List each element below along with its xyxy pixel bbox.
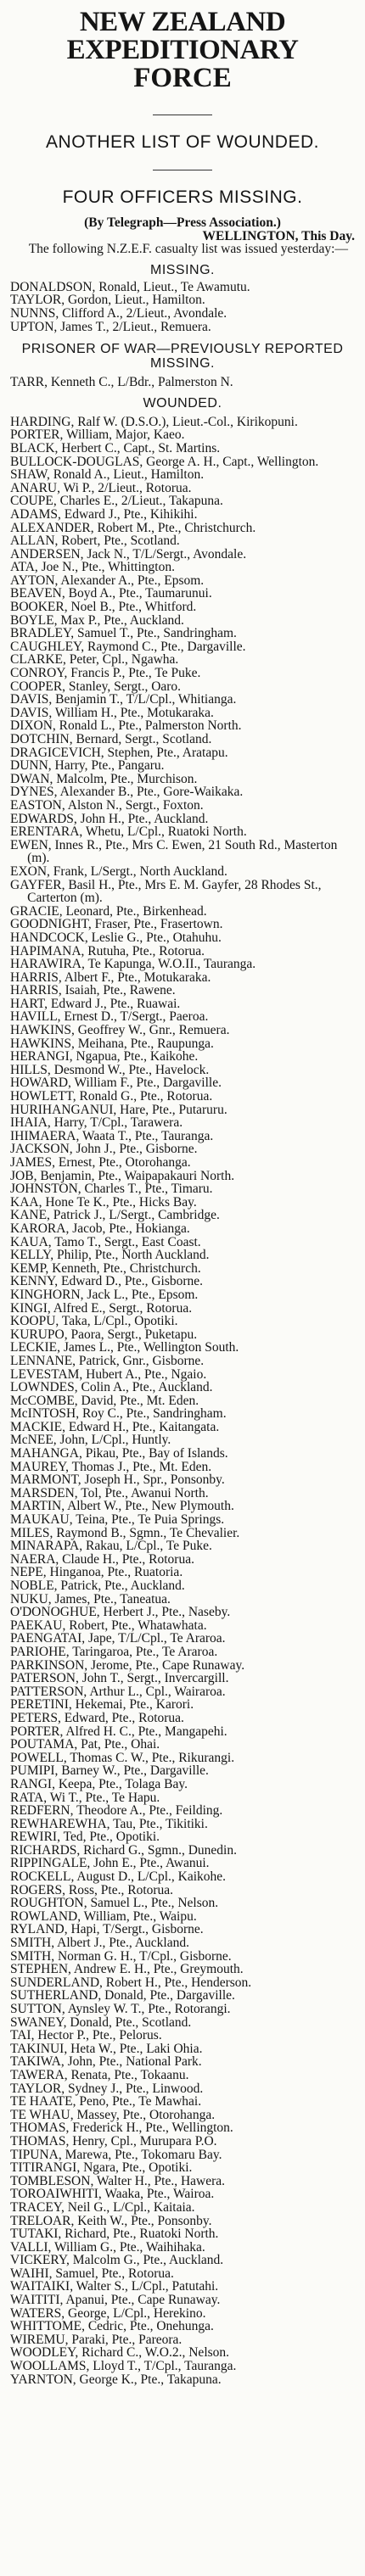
list-item: TAI, Hector P., Pte., Pelorus. (10, 2028, 162, 2043)
list-item: McCOMBE, David, Pte., Mt. Eden. (10, 1393, 199, 1408)
subheading-four-officers: FOUR OFFICERS MISSING. (62, 187, 303, 207)
list-item: DAVIS, William H., Pte., Motukaraka. (10, 705, 214, 720)
list-item: LECKIE, James L., Pte., Wellington South. (10, 1340, 239, 1355)
list-item: SMITH, Norman G. H., T/Cpl., Gisborne. (10, 1948, 232, 1964)
list-item: CONROY, Francis P., Pte., Te Puke. (10, 666, 201, 681)
list-item: PARIOHE, Taringaroa, Pte., Te Araroa. (10, 1644, 218, 1659)
list-item: TIPUNA, Marewa, Pte., Tokomaru Bay. (10, 2147, 222, 2162)
list-item: BOOKER, Noel B., Pte., Whitford. (10, 600, 197, 615)
list-item: ANARU, Wi P., 2/Lieut., Rotorua. (10, 480, 192, 495)
list-item: CLARKE, Peter, Cpl., Ngawha. (10, 652, 179, 668)
list-item: HAWKINS, Meihana, Pte., Raupunga. (10, 1036, 214, 1051)
list-item: PERETINI, Hekemai, Pte., Karori. (10, 1697, 194, 1713)
list-item: TITIRANGI, Ngara, Pte., Opotiki. (10, 2160, 193, 2176)
list-item: DYNES, Alexander B., Pte., Gore-Waikaka. (10, 785, 244, 800)
list-item: TAKINUI, Heta W., Pte., Laki Ohia. (10, 2041, 203, 2056)
list-item: MILES, Raymond B., Sgmn., Te Chevalier. (10, 1525, 240, 1540)
list-item: TRACEY, Neil G., L/Cpl., Kaitaia. (10, 2199, 195, 2215)
list-item: MARTIN, Albert W., Pte., New Plymouth. (10, 1499, 234, 1514)
list-item: HOWLETT, Ronald G., Pte., Rotorua. (10, 1089, 213, 1104)
list-item: RATA, Wi T., Pte., Te Hapu. (10, 1790, 160, 1805)
list-item: WIREMU, Paraki, Pte., Pareora. (10, 2332, 182, 2347)
list-item: TAKIWA, John, Pte., National Park. (10, 2054, 202, 2070)
list-item: BRADLEY, Samuel T., Pte., Sandringham. (10, 626, 237, 641)
list-item: VALLI, William G., Pte., Waihihaka. (10, 2239, 205, 2255)
list-item: WAITAIKI, Walter S., L/Cpl., Patutahi. (10, 2279, 219, 2294)
list-item: KARORA, Jacob, Pte., Hokianga. (10, 1221, 190, 1236)
list-item: IHIMAERA, Waata T., Pte., Tauranga. (10, 1128, 214, 1143)
list-item: HARRIS, Isaiah, Pte., Rawene. (10, 983, 176, 998)
list-item: DAVIS, Benjamin T., T/L/Cpl., Whitianga. (10, 692, 237, 707)
list-item: PETERS, Edward, Pte., Rotorua. (10, 1710, 184, 1725)
list-item: ROUGHTON, Samuel L., Pte., Nelson. (10, 1896, 219, 1911)
dateline: WELLINGTON, This Day. (202, 228, 355, 243)
list-item: THOMAS, Henry, Cpl., Murupara P.O. (10, 2133, 217, 2149)
list-item: EASTON, Alston N., Sergt., Foxton. (10, 797, 204, 813)
list-item: IHAIA, Harry, T/Cpl., Tarawera. (10, 1115, 183, 1131)
list-item: GRACIE, Leonard, Pte., Birkenhead. (10, 903, 207, 919)
list-item: ANDERSEN, Jack N., T/L/Sergt., Avondale. (10, 546, 247, 562)
wounded-list (10, 416, 355, 2386)
list-item: AYTON, Alexander A., Pte., Epsom. (10, 573, 205, 588)
list-item: MAUREY, Thomas J., Pte., Mt. Eden. (10, 1459, 212, 1474)
list-item: REDFERN, Theodore A., Pte., Feilding. (10, 1803, 223, 1819)
list-item: TRELOAR, Keith W., Pte., Ponsonby. (10, 2213, 212, 2228)
list-item: ADAMS, Edward J., Pte., Kihikihi. (10, 506, 198, 522)
list-item: DONALDSON, Ronald, Lieut., Te Awamutu. (10, 279, 250, 294)
intro-paragraph: The following N.Z.E.F. casualty list was issued yesterday:— (28, 242, 348, 257)
list-item: TAWERA, Renata, Pte., Tokaanu. (10, 2067, 189, 2082)
agency-line: (By Telegraph—Press Association.) (84, 215, 281, 230)
headline-line-2: FORCE (133, 63, 232, 93)
list-item: VICKERY, Malcolm G., Pte., Auckland. (10, 2253, 224, 2268)
list-item: SUTTON, Aynsley W. T., Pte., Rotorangi. (10, 2002, 231, 2016)
list-item: NEPE, Hinganoa, Pte., Ruatoria. (10, 1565, 183, 1580)
missing-list (10, 281, 355, 333)
list-item: COUPE, Charles E., 2/Lieut., Takapuna. (10, 494, 223, 509)
list-item: KINGHORN, Jack L., Pte., Epsom. (10, 1287, 199, 1302)
list-item: DWAN, Malcolm, Pte., Murchison. (10, 771, 198, 786)
list-item: PORTER, Alfred H. C., Pte., Mangapehi. (10, 1724, 227, 1739)
list-item: DOTCHIN, Bernard, Sergt., Scotland. (10, 732, 212, 746)
list-item: THOMAS, Frederick H., Pte., Wellington. (10, 2121, 233, 2136)
list-item: KENNY, Edward D., Pte., Gisborne. (10, 1274, 204, 1289)
list-item: HARAWIRA, Te Kapunga, W.O.II., Tauranga. (10, 957, 256, 972)
list-item: JOHNSTON, Charles T., Pte., Timaru. (10, 1182, 213, 1197)
list-item: BULLOCK-DOUGLAS, George A. H., Capt., Wellington. (10, 454, 319, 469)
list-item: HAVILL, Ernest D., T/Sergt., Paeroa. (10, 1009, 209, 1025)
subheading-another-list: ANOTHER LIST OF WOUNDED. (46, 132, 319, 152)
list-item: BOYLE, Max P., Pte., Auckland. (10, 612, 184, 628)
list-item: PATERSON, John T., Sergt., Invercargill. (10, 1671, 229, 1686)
list-item: WOOLLAMS, Lloyd T., T/Cpl., Tauranga. (10, 2359, 237, 2374)
list-item: KOOPU, Taka, L/Cpl., Opotiki. (10, 1314, 178, 1329)
byline (10, 216, 355, 256)
list-item: NOBLE, Patrick, Pte., Auckland. (10, 1579, 185, 1593)
list-item: KEMP, Kenneth, Pte., Christchurch. (10, 1260, 201, 1276)
list-item: SWANEY, Donald, Pte., Scotland. (10, 2014, 192, 2030)
list-item: JAMES, Ernest, Pte., Otorohanga. (10, 1155, 191, 1170)
list-item: MINARAPA, Rakau, L/Cpl., Te Puke. (10, 1539, 212, 1554)
list-item: MACKIE, Edward H., Pte., Kaitangata. (10, 1419, 220, 1434)
section-heading-missing: MISSING. (149, 262, 215, 277)
list-item: POUTAMA, Pat, Pte., Ohai. (10, 1737, 160, 1752)
list-item: TE WHAU, Massey, Pte., Otorohanga. (10, 2107, 216, 2122)
list-item: DUNN, Harry, Pte., Pangaru. (10, 758, 165, 774)
list-item: ERENTARA, Whetu, L/Cpl., Ruatoki North. (10, 824, 247, 840)
list-item: MARMONT, Joseph H., Spr., Ponsonby. (10, 1472, 225, 1488)
list-item: PUMIPI, Barney W., Pte., Dargaville. (10, 1763, 209, 1779)
list-item: KANE, Patrick J., L/Sergt., Cambridge. (10, 1208, 220, 1223)
list-item: CAUGHLEY, Raymond C., Pte., Dargaville. (10, 639, 246, 654)
list-item: ALLAN, Robert, Pte., Scotland. (10, 534, 180, 549)
list-item: NAERA, Claude H., Pte., Rotorua. (10, 1551, 194, 1567)
list-item: JACKSON, John J., Pte., Gisborne. (10, 1142, 198, 1157)
list-item: WATERS, George, L/Cpl., Herekino. (10, 2305, 206, 2321)
list-item: WAITITI, Apanui, Pte., Cape Runaway. (10, 2293, 221, 2308)
list-item: GOODNIGHT, Fraser, Pte., Frasertown. (10, 917, 223, 932)
list-item: HILLS, Desmond W., Pte., Havelock. (10, 1062, 210, 1077)
list-item: TARR, Kenneth C., L/Bdr., Palmerston N. (10, 375, 233, 390)
list-item: BEAVEN, Boyd A., Pte., Taumarunui. (10, 586, 212, 601)
list-item: KELLY, Philip, Pte., North Auckland. (10, 1248, 210, 1263)
list-item: HURIHANGANUI, Hare, Pte., Putaruru. (10, 1102, 227, 1117)
list-item: POWELL, Thomas C. W., Pte., Rikurangi. (10, 1750, 235, 1765)
list-item: RYLAND, Hapi, T/Sergt., Gisborne. (10, 1922, 204, 1937)
list-item: EXON, Frank, L/Sergt., North Auckland. (10, 863, 227, 879)
list-item: TE HAATE, Peno, Pte., Te Mawhai. (10, 2094, 202, 2109)
prisoner-list (10, 376, 355, 389)
list-item: REWHAREWHA, Tau, Pte., Tikitiki. (10, 1816, 208, 1831)
list-item: RICHARDS, Richard G., Sgmn., Dunedin. (10, 1842, 237, 1858)
list-item: NUNNS, Clifford A., 2/Lieut., Avondale. (10, 305, 227, 321)
list-item: McINTOSH, Roy C., Pte., Sandringham. (10, 1406, 227, 1422)
list-item: SUTHERLAND, Donald, Pte., Dargaville. (10, 1988, 235, 2003)
list-item: JOB, Benjamin, Pte., Waipapakauri North. (10, 1168, 235, 1183)
list-item: HOWARD, William F., Pte., Dargaville. (10, 1076, 222, 1091)
list-item: ALEXANDER, Robert M., Pte., Christchurch. (10, 520, 256, 535)
list-item: LENNANE, Patrick, Gnr., Gisborne. (10, 1353, 205, 1368)
list-item: EWEN, Innes R., Pte., Mrs C. Ewen, 21 South Rd., Masterton (m). (10, 837, 338, 866)
list-item: DIXON, Ronald L., Pte., Palmerston North. (10, 718, 242, 734)
list-item: DRAGICEVICH, Stephen, Pte., Aratapu. (10, 745, 228, 760)
list-item: REWIRI, Ted, Pte., Opotiki. (10, 1830, 160, 1845)
list-item: WHITTOME, Cedric, Pte., Onehunga. (10, 2319, 214, 2334)
list-item: TUTAKI, Richard, Pte., Ruatoki North. (10, 2227, 219, 2242)
section-heading-prisoner: PRISONER OF WAR—PREVIOUSLY REPORTED MISSING. (21, 342, 344, 372)
list-item: GAYFER, Basil H., Pte., Mrs E. M. Gayfer, 28 Rhodes St., Carterton (m). (10, 877, 322, 906)
list-item: ROGERS, Ross, Pte., Rotorua. (10, 1882, 174, 1897)
list-item: TOMBLESON, Walter H., Pte., Hawera. (10, 2173, 226, 2188)
list-item: PAEKAU, Robert, Pte., Whatawhata. (10, 1618, 207, 1633)
list-item: MARSDEN, Tol, Pte., Awanui North. (10, 1485, 209, 1500)
list-item: TAYLOR, Sydney J., Pte., Linwood. (10, 2081, 204, 2096)
list-item: HARDING, Ralf W. (D.S.O.), Lieut.-Col., Kirikopuni. (10, 414, 298, 429)
list-item: KINGI, Alfred E., Sergt., Rotorua. (10, 1300, 193, 1316)
list-item: MAHANGA, Pikau, Pte., Bay of Islands. (10, 1446, 228, 1461)
list-item: WOODLEY, Richard C., W.O.2., Nelson. (10, 2345, 230, 2361)
list-item: ATA, Joe N., Pte., Whittington. (10, 560, 175, 575)
list-item: YARNTON, George K., Pte., Takapuna. (10, 2372, 222, 2387)
list-item: ROCKELL, August D., L/Cpl., Kaikohe. (10, 1869, 227, 1885)
list-item: PORTER, William, Major, Kaeo. (10, 427, 185, 443)
list-item: TAYLOR, Gordon, Lieut., Hamilton. (10, 293, 205, 308)
list-item: KAA, Hone Te K., Pte., Hicks Bay. (10, 1194, 197, 1210)
list-item: KAUA, Tamo T., Sergt., East Coast. (10, 1234, 201, 1249)
headline-line-1: NEW ZEALAND EXPEDITIONARY (66, 7, 299, 65)
list-item: MAUKAU, Teina, Pte., Te Puia Springs. (10, 1512, 225, 1528)
list-item: PAENGATAI, Jape, T/L/Cpl., Te Araroa. (10, 1631, 226, 1646)
list-item: RIPPINGALE, John E., Pte., Awanui. (10, 1856, 210, 1871)
list-item: O'DONOGHUE, Herbert J., Pte., Naseby. (10, 1605, 231, 1620)
list-item: PARKINSON, Jerome, Pte., Cape Runaway. (10, 1657, 245, 1673)
list-item: RANGI, Keepa, Pte., Tolaga Bay. (10, 1776, 188, 1791)
section-heading-wounded: WOUNDED. (143, 395, 222, 411)
list-item: SMITH, Albert J., Pte., Auckland. (10, 1936, 189, 1951)
list-item: HAPIMANA, Rutuha, Pte., Rotorua. (10, 943, 205, 958)
list-item: McNEE, John, L/Cpl., Huntly. (10, 1433, 171, 1448)
list-item: HAWKINS, Geoffrey W., Gnr., Remuera. (10, 1023, 230, 1038)
list-item: EDWARDS, John H., Pte., Auckland. (10, 811, 209, 826)
list-item: UPTON, James T., 2/Lieut., Remuera. (10, 319, 211, 334)
list-item: HART, Edward J., Pte., Ruawai. (10, 996, 181, 1011)
list-item: ROWLAND, William, Pte., Waipu. (10, 1908, 197, 1924)
list-item: BLACK, Herbert C., Capt., St. Martins. (10, 440, 221, 455)
list-item: HANDCOCK, Leslie G., Pte., Otahuhu. (10, 930, 222, 945)
list-item: LEVESTAM, Hubert A., Pte., Ngaio. (10, 1366, 207, 1382)
list-item: PATTERSON, Arthur L., Cpl., Wairaroa. (10, 1684, 226, 1699)
list-item: TOROAIWHITI, Waaka, Pte., Wairoa. (10, 2187, 215, 2202)
list-item: STEPHEN, Andrew E. H., Pte., Greymouth. (10, 1962, 244, 1977)
list-item: WAIHI, Samuel, Pte., Rotorua. (10, 2266, 174, 2281)
list-item: NUKU, James, Pte., Taneatua. (10, 1591, 171, 1607)
list-item: KURUPO, Paora, Sergt., Puketapu. (10, 1327, 198, 1342)
list-item: COOPER, Stanley, Sergt., Oaro. (10, 679, 182, 694)
list-item: SUNDERLAND, Robert H., Pte., Henderson. (10, 1975, 252, 1990)
list-item: SHAW, Ronald A., Lieut., Hamilton. (10, 467, 205, 483)
list-item: HERANGI, Ngapua, Pte., Kaikohe. (10, 1049, 199, 1064)
list-item: LOWNDES, Colin A., Pte., Auckland. (10, 1380, 213, 1395)
list-item: HARRIS, Albert F., Pte., Motukaraka. (10, 969, 211, 985)
